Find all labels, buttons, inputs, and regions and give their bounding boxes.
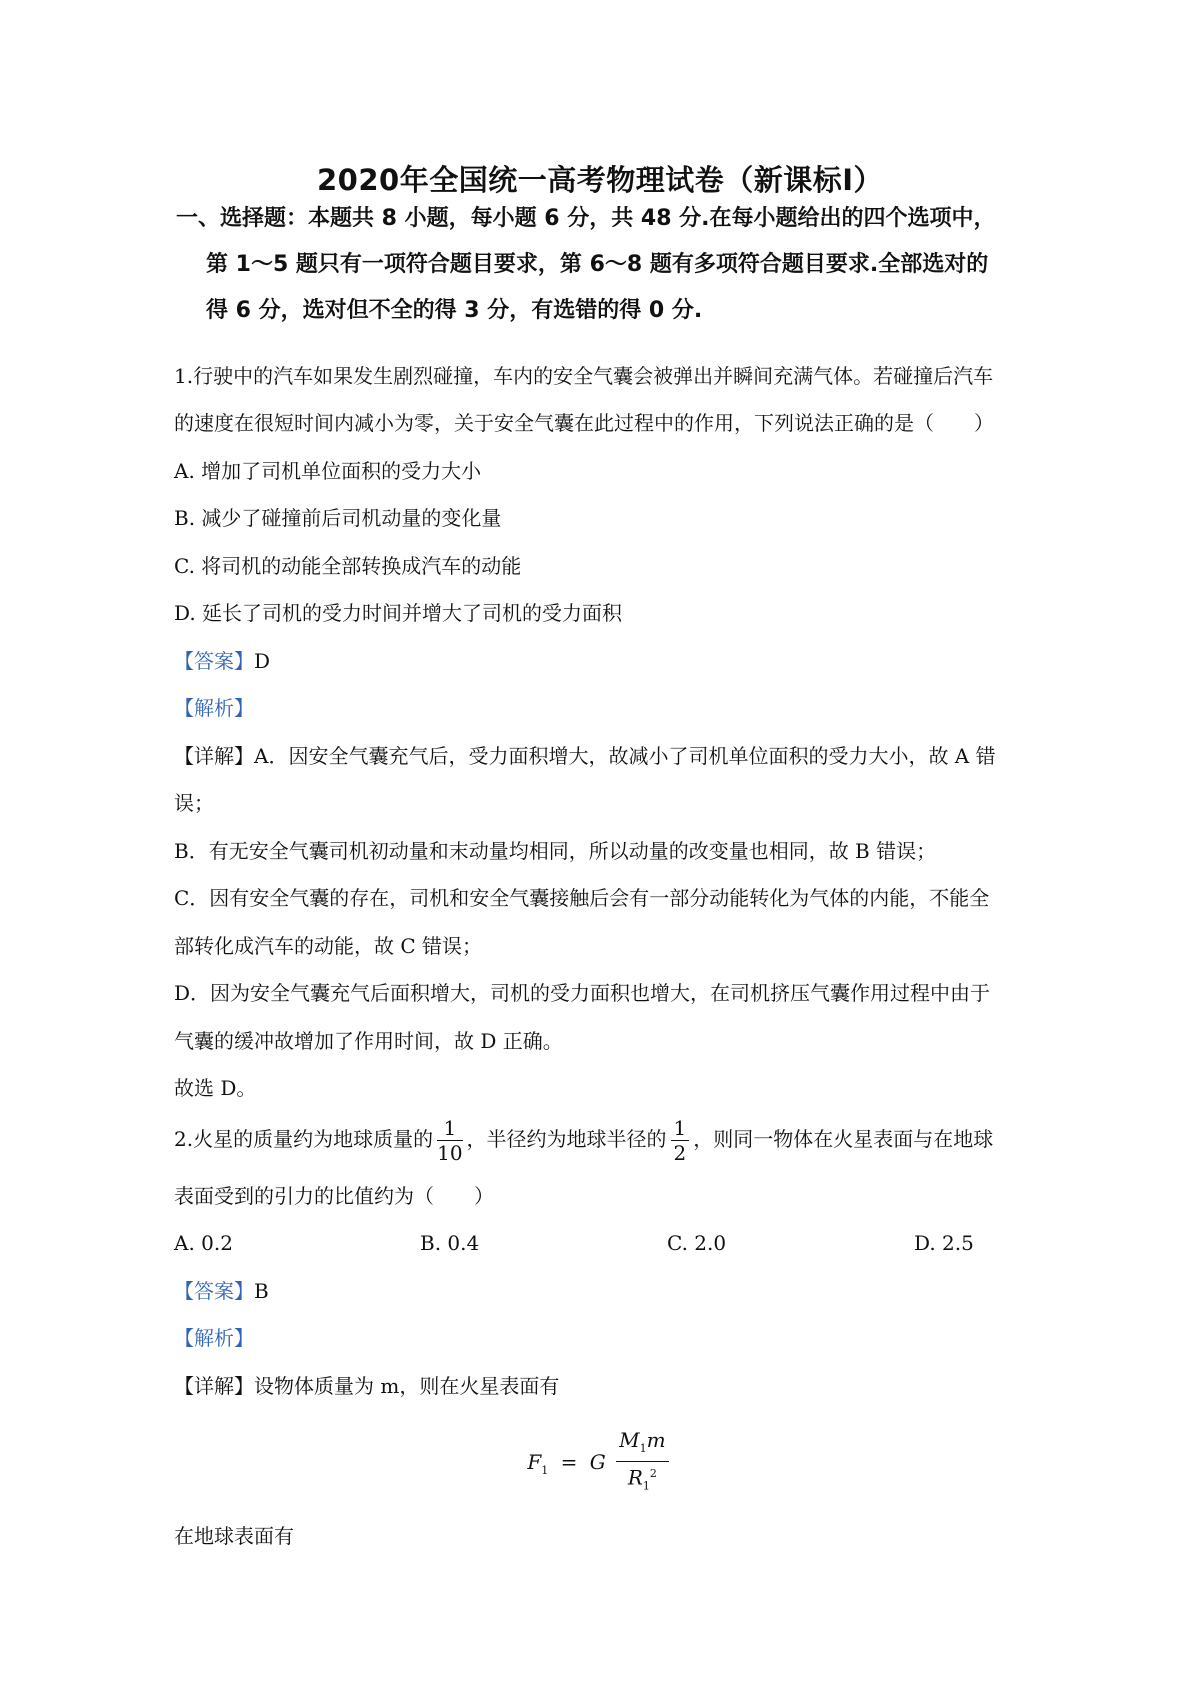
q2-stem-line-1 xyxy=(174,1114,993,1165)
q1-detail-label: 【详解】 xyxy=(174,744,254,768)
q1-detail-line-2: B．有无安全气囊司机初动量和末动量均相同，所以动量的改变量也相同，故 B 错误； xyxy=(174,839,937,863)
q2-option-b: B. 0.4 xyxy=(420,1231,480,1255)
q1-detail-line-3: C．因有安全气囊的存在，司机和安全气囊接触后会有一部分动能转化为气体的内能，不能全 xyxy=(174,886,990,910)
q1-answer-label: 【答案】 xyxy=(174,649,254,673)
formula-radius-subscript: 1 xyxy=(642,1479,650,1493)
formula-radius-exponent: 2 xyxy=(649,1467,657,1480)
q1-detail-line-1b: 误； xyxy=(174,791,214,815)
q1-detail-line-1 xyxy=(174,742,996,770)
formula-fraction xyxy=(616,1428,668,1499)
formula-mass-subscript: 1 xyxy=(639,1442,647,1455)
q1-detail-line-4: D．因为安全气囊充气后面积增大，司机的受力面积也增大，在司机挤压气囊作用过程中由于 xyxy=(174,981,991,1005)
q2-answer-value: B xyxy=(254,1279,269,1303)
gravity-formula xyxy=(0,1428,1200,1499)
formula-gravitational-constant: G xyxy=(589,1449,606,1474)
q2-option-d: D. 2.5 xyxy=(914,1231,974,1255)
q1-option-b: B. 减少了碰撞前后司机动量的变化量 xyxy=(174,506,502,530)
q1-analysis-label: 【解析】 xyxy=(174,696,254,720)
fraction-numerator: 1 xyxy=(671,1116,690,1141)
fraction-one-tenth xyxy=(437,1116,462,1165)
formula-object-mass: m xyxy=(646,1428,666,1452)
fraction-denominator: 2 xyxy=(673,1141,687,1165)
q1-conclusion: 故选 D。 xyxy=(174,1076,257,1100)
q1-answer xyxy=(174,647,270,675)
q1-detail-1-text: A．因安全气囊充气后，受力面积增大，故减小了司机单位面积的受力大小，故 A 错 xyxy=(254,744,996,768)
q2-answer xyxy=(174,1277,269,1305)
fraction-numerator: 1 xyxy=(437,1116,462,1141)
section-heading-line-1: 一、选择题：本题共 8 小题，每小题 6 分，共 48 分.在每小题给出的四个选项中， xyxy=(176,206,996,231)
formula-numerator xyxy=(616,1428,668,1462)
q1-detail-line-3b: 部转化成汽车的动能，故 C 错误； xyxy=(174,934,483,958)
formula-denominator xyxy=(616,1462,668,1499)
q2-detail-1-text: 设物体质量为 m，则在火星表面有 xyxy=(254,1374,560,1398)
formula-force-subscript: 1 xyxy=(541,1463,549,1477)
q1-detail-line-4b: 气囊的缓冲故增加了作用时间，故 D 正确。 xyxy=(174,1029,563,1053)
fraction-denominator: 10 xyxy=(437,1141,463,1165)
fraction-one-half xyxy=(671,1116,690,1165)
q2-analysis-label: 【解析】 xyxy=(174,1326,254,1350)
q2-detail-line-1 xyxy=(174,1372,559,1400)
q1-stem-line-1: 1.行驶中的汽车如果发生剧烈碰撞，车内的安全气囊会被弹出并瞬间充满气体。若碰撞后汽车 xyxy=(174,364,994,388)
q1-answer-value: D xyxy=(254,649,271,673)
formula-force: F xyxy=(527,1449,542,1474)
q2-stem-part-b: ，半径约为地球半径的 xyxy=(466,1127,667,1151)
q2-detail-label: 【详解】 xyxy=(174,1374,254,1398)
q1-option-a: A. 增加了司机单位面积的受力大小 xyxy=(174,459,482,483)
q2-stem-line-2: 表面受到的引力的比值约为（ ） xyxy=(174,1184,494,1208)
q2-stem-part-a: 2.火星的质量约为地球质量的 xyxy=(174,1127,434,1151)
section-heading-line-3: 得 6 分，选对但不全的得 3 分，有选错的得 0 分. xyxy=(206,298,703,323)
page-title: 2020年全国统一高考物理试卷（新课标Ⅰ） xyxy=(316,163,883,197)
formula-mass: M xyxy=(619,1428,640,1452)
q1-stem-line-2: 的速度在很短时间内减小为零，关于安全气囊在此过程中的作用，下列说法正确的是（ ） xyxy=(174,411,994,435)
q2-option-a: A. 0.2 xyxy=(174,1231,233,1255)
q1-option-c: C. 将司机的动能全部转换成汽车的动能 xyxy=(174,554,522,578)
q2-stem-part-c: ，则同一物体在火星表面与在地球 xyxy=(693,1127,994,1151)
formula-equals: = xyxy=(560,1449,578,1474)
formula-radius: R xyxy=(627,1465,643,1490)
section-heading-line-2: 第 1～5 题只有一项符合题目要求，第 6～8 题有多项符合题目要求.全部选对的 xyxy=(206,252,989,277)
q2-detail-line-2: 在地球表面有 xyxy=(174,1524,294,1548)
q2-answer-label: 【答案】 xyxy=(174,1279,254,1303)
q2-option-c: C. 2.0 xyxy=(667,1231,727,1255)
q1-option-d: D. 延长了司机的受力时间并增大了司机的受力面积 xyxy=(174,601,623,625)
